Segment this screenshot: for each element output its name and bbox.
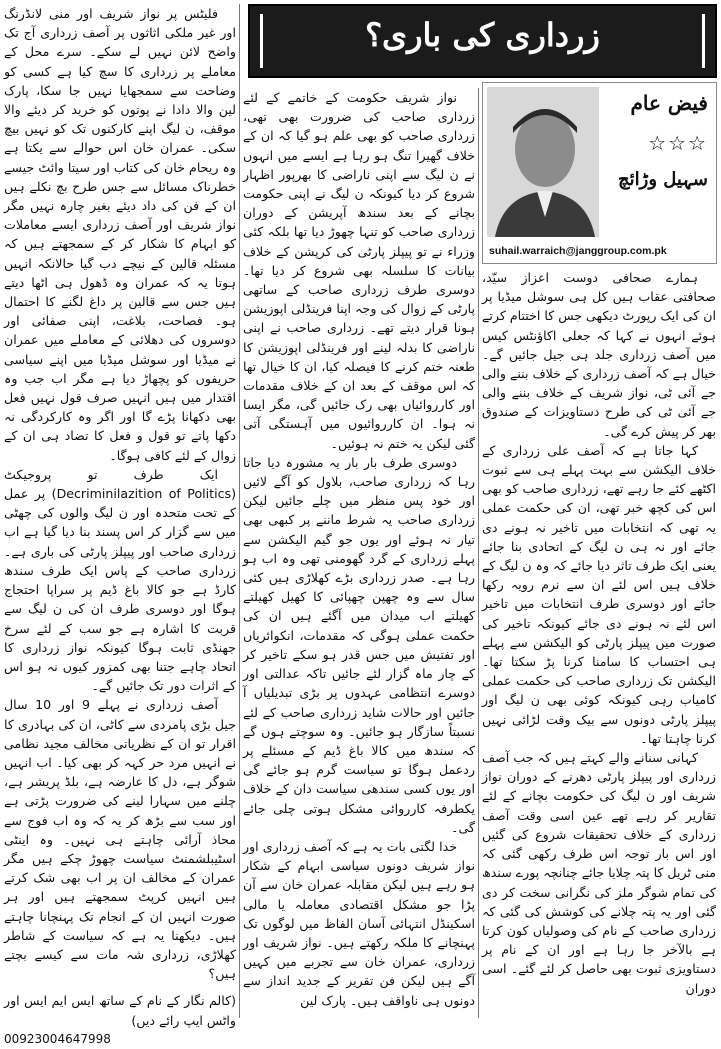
paragraph: خدا لگتی بات یہ ہے کہ آصف زرداری اور نواز شریف دونوں سیاسی ابہام کے شکار ہو رہے ہیں لیکن مقابلہ عمران خان سے آن پڑا جو مشکل اقتصادی معاملہ یا مالی اسکینڈل انتہائی آسان الفاظ میں لوگوں تک پہنچانے کا ملکہ رکھتے ہیں۔ نواز شریف اور زرداری، عمران خان سے تجربے میں کہیں آگے ہیں لیکن فن تقریر کے جدید انداز سے دونوں ہی ناواقف ہیں۔ پارک لین	[243, 838, 475, 1008]
paragraph: فلیٹس پر نواز شریف اور منی لانڈرنگ اور غیر ملکی اثاثوں پر آصف زرداری آج تک واضح لائن نہیں لے سکے۔ سرے محل کے معاملے پر زرداری کا سچ کیا ہے کسی کو وضاحت سے سمجھایا نہیں جا سکا، پارک لین والا دادا نے پوتوں کو خرید کر دیئے والا موقف، ن لیگ اپنے کارکنوں تک کو نہیں بیچ سکی۔ عمران خان اس حوالے سے یکتا ہے وہ ریحام خان کی کتاب اور سیتا وائٹ جیسے خطرناک مسائل سے جس طرح بچ نکلے ہیں ان کے فن کی داد دیئے بغیر چارہ نہیں مگر نواز شریف اور آصف زرداری ایسے معاملات کو ابہام کا شکار کر کے سمجھتے ہیں کہ مسئلہ قالین کے نیچے دب گیا حالانکہ انہیں ہوتا یہ کہ عمران وہ ڈھول ہی اٹھا دیتے ہیں جس سے قالین پر داغ لگنے کا احتمال ہو۔ فصاحت، بلاغت، اپنی صفائی اور دوسروں کی دھلائی کے معاملے میں عمران نے میڈیا اور سوشل میڈیا میں اپنے سیاسی حریفوں کو پچھاڑ دیا ہے مگر اب جب وہ اقتدار میں ہیں انہیں صرف قول نہیں فعل بھی دکھانا پڑے گا اور اگر وہ کارکردگی نہ دکھا پاتے تو قول و فعل کا تضاد ہی ان کے زوال کے لئے کافی ہوگا۔	[4, 6, 236, 463]
paragraph: نواز شریف حکومت کے خاتمے کے لئے زرداری صاحب کی ضرورت بھی تھی، زرداری صاحب کو بھی علم ہو گیا کہ ان کے خلاف گھیرا تنگ ہو رہا ہے ایسے میں انہوں نے ن لیگ سے اپنی ناراضی کا بھرپور اظہار شروع کر دیا کیونکہ ن لیگ نے اپنی حکومت بچانے کے بعد سندھ آپریشن کے دوران زرداری صاحب کو تنہا چھوڑ دیا تھا بلکہ کئی وزراء نے تو پیپلز پارٹی کی کرپشن کے خلاف بیانات کا سلسلہ بھی شروع کر دیا تھا۔ دوسری طرف زرداری صاحب کے ساتھی پارٹی کے زوال کی وجہ اپنا فرینڈلی اپوزیشن ہونا قرار دیتے تھے۔ زرداری صاحب نے اپنی ناراضی کا بدلہ لینے اور فرینڈلی اپوزیشن کا طعنہ ختم کرنے کا فیصلہ کیا، ان کا خیال تھا کہ اس موقف کے بعد ان کے خلاف مقدمات اور کارروائیاں بھی رک جائیں گی، مگر ایسا نہ ہوا۔ ان کارروائیوں میں آہستگی آتی گئی لیکن یہ ختم نہ ہوئیں۔	[243, 90, 475, 451]
author-name: سہیل وڑائچ	[618, 169, 708, 190]
author-photo	[487, 87, 599, 237]
paragraph: کہا جاتا ہے کہ آصف علی زرداری کے خلاف الیکشن سے بہت پہلے ہی سے ثبوت اکٹھے کئے جا رہے تھے، زرداری صاحب کو بھی اس کی کچھ خبر تھی، ان کی حکمت عملی یہ تھی کہ انتخابات میں تاخیر نہ ہونے دی جائے اور نہ ہی ن لیگ کے اتحادی بنا جائے یعنی ایک طرف تاثر دیا جائے کہ وہ ن لیگ کے خلاف ہیں اس لئے ان سے نرم رویہ رکھا جائے اور دوسری طرف انتخابات میں تاخیر اس لئے نہ ہونے دی جائے کیونکہ تاخیر کی صورت میں پیپلز پارٹی کو الیکشن سے پہلے ہی احتساب کا سامنا کرنا پڑ سکتا تھا۔ الیکشن تک زرداری صاحب کی حکمت عملی کامیاب رہی کیونکہ کوئی بھی ن لیگ اور پیپلز پارٹی دونوں سے بیک وقت لڑائی نہیں کرنا چاہتا تھا۔	[482, 442, 716, 746]
column-title: زرداری کی باری؟	[365, 16, 600, 54]
article-column-left	[4, 4, 236, 1046]
contact-phone[interactable]: 00923004647998	[4, 1031, 111, 1046]
author-box	[482, 82, 717, 264]
column-divider	[478, 88, 479, 1018]
stars-decoration: ☆☆☆	[648, 131, 708, 155]
author-email[interactable]: suhail.warraich@janggroup.com.pk	[489, 245, 667, 257]
paragraph: دوسری طرف بار بار یہ مشورہ دیا جاتا رہا کہ زرداری صاحب، بلاول کو آگے لائیں اور خود پس منظر میں چلے جائیں لیکن زرداری صاحب یہ شرط ماننے پر کبھی بھی تیار نہ ہوئے اور یوں جو گیم الیکشن سے پہلے زرداری کے گرد گھومنی تھی وہ اب ہو رہا ہے۔ صدر زرداری بڑے کھلاڑی ہیں کئی سال سے وہ چھپن چھپائی کا کھیل کھیلتے کھیلتے اب میدان میں آگئے ہیں ان کی حکمت عملی ہوگی کہ مقدمات، انکوائریاں اور تفتیش میں جس قدر ہو سکے تاخیر کر کے چار ماہ گزار لئے جائیں تاکہ عدالتی اور دوسرے انتظامی عہدوں پر بڑی تبدیلیاں آ جائیں اور حالات شاید زرداری صاحب کے لئے نسبتاً سازگار ہو جائیں۔ وہ سوچتے ہوں گے کہ سندھ میں کالا باغ ڈیم کے مسئلے پر ردعمل ہوگا تو سیاست گرم ہو جائے گی اور یوں کسی سندھی سیاست دان کے خلاف یکطرفہ کارروائی مشکل ہوتی چلی جائے گی۔	[243, 454, 475, 835]
paragraph: کہانی سنانے والے کہتے ہیں کہ جب آصف زرداری اور پیپلز پارٹی دھرنے کے دوران نواز شریف اور ن لیگ کی حکومت بچانے کے لئے تقاریر کر رہے تھے عین اسی وقت آصف زرداری کے خلاف تحقیقات شروع کی گئیں اور اس بار توجہ اس طرف رکھی گئی کہ منی ٹریل کا پتہ چلایا جائے چنانچہ پورے سندھ کی تمام شوگر ملز کی نگرانی سخت کر دی گئی اور یہ پتہ چلانے کی کوشش کی گئی کہ زرداری صاحب کے نام کی وصولیاں کون کرتا ہے بالآخر جا رہا ہے اور ان کے نام پر دستاویزی ثبوت بھی حاصل کر لئے گئے۔ اسی دوران	[482, 750, 716, 996]
article-column-right	[482, 268, 716, 1020]
column-divider	[239, 4, 240, 1018]
paragraph: ایک طرف تو پروجیکٹ (Decriminilazition of Politics) پر عمل کے تحت متحدہ اور ن لیگ والوں کی چھٹی میں سے گزار کر اس پسند بنا دیا گیا ہے اب زرداری صاحب اور پیپلز پارٹی کی باری ہے۔ زرداری صاحب کے پاس ایک طرف سندھ کارڈ ہے جو کالا باغ ڈیم پر سراپا احتجاج ہوگا اور دوسری طرف ان کی ن لیگ سے قربت کا اشارہ ہے جو سب کے لئے سرخ جھنڈی ثابت ہوگا کیونکہ نواز زرداری کا اتحاد چاہے جتنا بھی کمزور کیوں نہ ہو اس کے اثرات دور تک جائیں گے۔	[4, 466, 236, 694]
column-name: فیض عام	[630, 91, 708, 115]
sign-off: (کالم نگار کے نام کے ساتھ ایس ایم ایس اور واٹس ایپ رائے دیں)	[4, 993, 236, 1028]
paragraph: آصف زرداری نے پہلے 9 اور 10 سال جیل بڑی پامردی سے کاٹی، ان کی بہادری کا اقرار تو ان کے نظریاتی مخالف مجید نظامی نے انہیں مرد حر کہہ کر بھی کیا۔ اب انہیں شوگر ہے، دل کا عارضہ ہے، بلڈ پریشر ہے، چلنے میں سہارا لینے کی ضرورت پڑتی ہے اور سب سے بڑھ کر یہ کہ وہ اب فوج سے محاذ آرائی چاہتے ہی نہیں۔ وہ اینٹی اسٹیبلشمنٹ سیاست چھوڑ چکے ہیں مگر عمران کے مخالف ان پر اب بھی شک کرتے ہیں انہیں کرپٹ سمجھتے ہیں اور ہر صورت انہیں ان کے انجام تک پہنچانا چاہتے ہیں۔ دیکھنا یہ ہے کہ سیاست کے شاطر کھلاڑی، زرداری شہ مات سے کیسے بچتے ہیں؟	[4, 697, 236, 982]
paragraph: ہمارے صحافی دوست اعزاز سیّد، صحافتی عقاب ہیں کل ہی سوشل میڈیا پر ان کی ایک رپورٹ دیکھی جس کا اختتام کرتے ہوئے انہوں نے کہا کہ جعلی اکاؤنٹس کیس میں آصف زرداری جلد ہی جیل جائیں گے۔ خیال ہے کہ آصف زرداری کے خلاف بننے والی جے آئی ٹی، نواز شریف کے خلاف بننے والی جے آئی ٹی کی طرح دستاویزات کے صندوق بھر کر پیش کرے گی۔	[482, 270, 716, 439]
article-column-middle	[243, 88, 475, 1020]
column-title-banner	[248, 4, 717, 78]
